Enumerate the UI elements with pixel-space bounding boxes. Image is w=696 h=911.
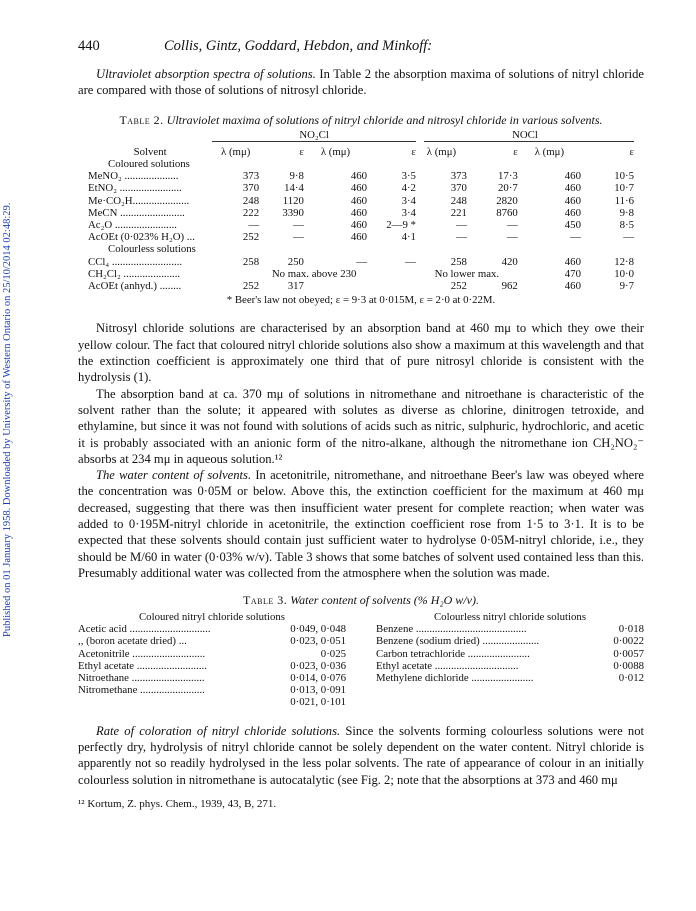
table-cell: 0·0088 xyxy=(613,659,644,672)
table-row xyxy=(88,207,634,219)
table-row xyxy=(78,623,346,635)
table2-group-nocl: NOCl xyxy=(512,128,538,141)
table-cell: CCl₄ .......................... xyxy=(88,255,183,268)
table-cell: 0·018 xyxy=(618,623,644,636)
table2-col-header: λ (mμ) xyxy=(534,145,565,158)
table-cell: 460 xyxy=(564,206,581,219)
table-cell: 0·012 xyxy=(618,672,644,684)
intro-heading: Ultraviolet absorption spectra of solutions. xyxy=(96,67,316,81)
table-cell: 3·4 xyxy=(401,206,416,219)
table-cell: Ac₂O ....................... xyxy=(88,219,177,232)
table3-caption-text: Water content of solvents (% H₂O w/v). xyxy=(290,593,479,608)
table-row xyxy=(88,231,634,243)
table2-col-header: ε xyxy=(629,145,634,158)
running-header xyxy=(78,38,644,60)
table-cell: 17·3 xyxy=(498,170,518,183)
table3 xyxy=(78,611,644,708)
table2-col-header: ε xyxy=(299,145,304,158)
water-heading: The water content of solvents. xyxy=(96,468,252,483)
table-cell: 0·014, 0·076 xyxy=(290,672,346,684)
table2-footnote: * Beer's law not obeyed; ε = 9·3 at 0·015M, ε = 2·0 at 0·22M. xyxy=(226,294,496,307)
table-cell: No max. above 230 xyxy=(271,267,357,280)
table-cell: Ethyl acetate ............................... xyxy=(376,659,519,672)
table-cell: 373 xyxy=(242,170,260,183)
table2-col-header: ε xyxy=(513,145,518,158)
water-text: In acetonitrile, nitromethane, and nitroethane Beer's law was obeyed where the concentration was 0·05M or below. Above this, the extinction coefficient for the maximum at 460 mμ decreased, suggesting that there was then insufficient water present for complete reaction; when water was added to 0·195M-nitryl chloride in acetonitrile, the extinction coefficient rose from 1·5 to 3·1. It is to be expected that these solvents should contain just sufficient water to hydrolyse 0·05M-nitryl chloride, i.e., they should be M/60 in water (0·03% w/v). Table 3 shows that some batches of solvent used contained less than this. Presumably additional water was collected from the atmosphere when the solution was made. xyxy=(78,468,644,580)
table-cell: 9·7 xyxy=(619,280,634,293)
table2-brace-no2cl xyxy=(212,141,416,146)
table-cell: 420 xyxy=(501,255,518,268)
table-cell: EtNO₂ ....................... xyxy=(88,182,182,195)
table-cell: 0·025 xyxy=(320,647,346,660)
table-cell: — xyxy=(456,231,467,244)
table2 xyxy=(88,129,634,307)
table-cell: 258 xyxy=(242,255,260,268)
table-row xyxy=(88,195,634,207)
table-row xyxy=(78,648,346,660)
table2-caption xyxy=(78,113,644,127)
table-cell xyxy=(78,696,267,708)
table-row xyxy=(376,623,644,635)
table-cell: 12·8 xyxy=(614,255,634,268)
table-row xyxy=(88,219,634,231)
table3-left-body xyxy=(78,623,346,708)
table-cell: Me·CO₂H..................... xyxy=(88,194,190,207)
table-cell: 0·049, 0·048 xyxy=(290,623,346,636)
table3-caption xyxy=(78,593,644,607)
table-row xyxy=(78,684,346,696)
table-cell: 460 xyxy=(350,231,368,244)
table-cell: 11·6 xyxy=(614,194,634,207)
table-cell: — xyxy=(570,231,581,244)
table-cell: 460 xyxy=(350,194,368,207)
table-cell: — xyxy=(248,219,260,232)
table-cell: 460 xyxy=(564,182,581,195)
table-row xyxy=(376,635,644,647)
table-cell: 252 xyxy=(242,231,260,244)
table-cell: — xyxy=(293,219,304,232)
table-cell: 460 xyxy=(350,206,368,219)
table-cell: 252 xyxy=(242,280,260,293)
table-cell: 373 xyxy=(450,170,467,183)
table2-col-header: ε xyxy=(411,145,416,158)
table2-section-coloured: Coloured solutions xyxy=(108,158,190,170)
rate-heading: Rate of coloration of nitryl chloride solutions. xyxy=(96,723,341,738)
table-cell: Benzene (sodium dried) ..................... xyxy=(376,635,540,648)
table-cell: Acetonitrile ........................... xyxy=(78,647,206,660)
paragraph: Nitrosyl chloride solutions are characterised by an absorption band at 460 mμ to which they owe their yellow colour. The fact that coloured nitryl chloride solutions also show a maximum at this wavelength and that the extinction coefficient is approximately one third that of pure nitrosyl chloride is consistent with the hydrolysis (1). xyxy=(78,321,644,385)
table-cell: 221 xyxy=(450,206,467,219)
table-cell: 370 xyxy=(242,182,260,195)
table-row xyxy=(78,635,346,647)
table-cell: 258 xyxy=(450,255,467,268)
table-cell: 450 xyxy=(564,219,581,232)
table-cell: 10·0 xyxy=(614,267,634,280)
table-cell xyxy=(304,280,367,292)
intro-text: In Table 2 the absorption maxima of solutions of nitryl chloride are compared with those of solutions of nitrosyl chloride. xyxy=(78,67,645,98)
table-cell: 0·021, 0·101 xyxy=(290,696,346,709)
table-cell: 9·8 xyxy=(289,170,304,183)
table-cell: 10·7 xyxy=(614,182,634,195)
table-cell: 0·013, 0·091 xyxy=(290,684,346,697)
table-cell: 460 xyxy=(564,170,581,183)
table-cell: 20·7 xyxy=(498,182,518,195)
table2-group-no2cl: NO₂Cl xyxy=(299,128,329,141)
table-cell: 8760 xyxy=(496,206,518,219)
table-cell: 962 xyxy=(501,280,518,293)
table-cell: 460 xyxy=(564,194,581,207)
table-cell: 248 xyxy=(242,194,260,207)
table-cell: 3·4 xyxy=(401,194,416,207)
table-cell: — xyxy=(405,255,416,268)
table-cell: ,, (boron acetate dried) ... xyxy=(78,635,187,648)
table3-right xyxy=(376,611,644,708)
table2-coloured-body xyxy=(88,170,634,243)
page-content xyxy=(78,38,644,810)
page-number: 440 xyxy=(78,38,100,54)
table2-section-colourless: Colourless solutions xyxy=(108,243,196,256)
water-paragraph xyxy=(78,467,644,581)
table2-col-header: Solvent xyxy=(133,145,167,158)
table-cell: — xyxy=(356,255,368,268)
table-cell: No lower max. xyxy=(434,267,500,280)
table-cell: 222 xyxy=(242,206,260,219)
table2-col-header: λ (mμ) xyxy=(221,145,251,158)
table-cell: Nitroethane ........................... xyxy=(78,672,205,684)
table-cell: 248 xyxy=(450,194,467,207)
table-cell: — xyxy=(623,231,634,244)
table2-caption-text: Ultraviolet maxima of solutions of nitryl chloride and nitrosyl chloride in various solvents. xyxy=(166,112,603,127)
table-cell: 0·0022 xyxy=(613,635,644,648)
table3-label: Table 3. xyxy=(243,593,288,608)
table-cell: 0·0057 xyxy=(613,647,644,660)
table-cell: 460 xyxy=(350,170,368,183)
table-cell: MeCN ........................ xyxy=(88,206,185,219)
table-cell: 460 xyxy=(350,182,368,195)
table-cell: AcOEt (anhyd.) ........ xyxy=(88,280,182,293)
paragraph: The absorption band at ca. 370 mμ of solutions in nitromethane and nitroethane is characteristic of the solvent rather than the solute; it appeared with solutes as diverse as chlorine, dinitrogen tetroxide, and ethylamine, but since it was not found with solutions of acids such as nitric, sulphuric, hydrochloric, and acetic it is probably associated with an anionic form of the nitro-alkane, although the nitromethane ion CH₂NO₂⁻ absorbs at 234 mμ in aqueous solution.¹² xyxy=(78,386,644,466)
table-cell: 460 xyxy=(350,219,368,232)
footnote: ¹² Kortum, Z. phys. Chem., 1939, 43, B, 271. xyxy=(78,797,277,810)
table-cell: 370 xyxy=(450,182,467,195)
table-cell: — xyxy=(456,219,467,232)
table-cell: 0·023, 0·036 xyxy=(290,659,346,672)
table-row xyxy=(78,696,346,708)
publication-sidebar-note: Published on 01 January 1958. Downloaded by University of Western Ontario on 25/10/2014 02:48:29. xyxy=(2,202,13,638)
table-row xyxy=(88,170,634,182)
table-cell: Methylene dichloride ....................... xyxy=(376,672,534,684)
table-cell: 2—9 * xyxy=(386,219,416,232)
table3-right-body xyxy=(376,623,644,684)
table-row xyxy=(78,660,346,672)
table-cell: 2820 xyxy=(496,194,518,207)
table-cell: — xyxy=(293,231,304,244)
table-cell: 317 xyxy=(287,280,304,293)
table-cell: 10·5 xyxy=(614,170,634,183)
table-cell: — xyxy=(507,231,518,244)
table2-brace-nocl xyxy=(424,141,634,146)
table-cell: 0·023, 0·051 xyxy=(290,635,346,648)
table-cell: CH₂Cl₂ ..................... xyxy=(88,267,181,280)
table-cell xyxy=(367,280,416,292)
table2-header-row xyxy=(88,146,634,158)
table-cell: 470 xyxy=(564,267,581,280)
table3-left xyxy=(78,611,346,708)
table-row xyxy=(88,280,634,292)
rate-paragraph xyxy=(78,723,644,788)
rate-text: Since the solvents forming colourless solutions were not perfectly dry, hydrolysis of nitryl chloride cannot be solely dependent on the water content. Nitryl chloride is apparently not so readily hydrolysed in the less polar solvents. The rate of appearance of colour in an initially colourless solution in nitromethane is autocatalytic (see Fig. 2; note that the absorptions at 373 and 460 mμ xyxy=(78,723,644,787)
table-cell: 3390 xyxy=(282,206,304,219)
table-cell: Ethyl acetate .......................... xyxy=(78,659,207,672)
table2-label: Table 2. xyxy=(119,112,164,127)
table-cell: 252 xyxy=(450,280,467,293)
table-cell: 1120 xyxy=(282,194,304,207)
table2-col-header: λ (mμ) xyxy=(320,145,351,158)
table-cell: AcOEt (0·023% H₂O) ... xyxy=(88,231,195,244)
table-cell: — xyxy=(507,219,518,232)
table-cell: 460 xyxy=(564,255,581,268)
table-cell: 4·1 xyxy=(401,231,416,244)
table-cell: 9·8 xyxy=(619,206,634,219)
table-row xyxy=(376,660,644,672)
table-row xyxy=(376,672,644,684)
intro-paragraph xyxy=(78,66,644,99)
table-row xyxy=(78,672,346,684)
table-cell: 8·5 xyxy=(619,219,634,232)
table-row xyxy=(376,648,644,660)
table-cell: Benzene ......................................... xyxy=(376,623,527,636)
table-row xyxy=(88,256,634,268)
table-cell: Carbon tetrachloride ....................... xyxy=(376,647,530,660)
table-row xyxy=(88,268,634,280)
table-cell: 250 xyxy=(287,255,304,268)
table2-col-header: λ (mμ) xyxy=(426,145,457,158)
table-row xyxy=(88,182,634,194)
table-cell: 4·2 xyxy=(401,182,416,195)
table-cell: Acetic acid .............................. xyxy=(78,623,211,636)
running-title: Collis, Gintz, Goddard, Hebdon, and Minkoff: xyxy=(164,38,433,54)
table3-right-title: Colourless nitryl chloride solutions xyxy=(433,611,587,624)
table-cell: 3·5 xyxy=(401,170,416,183)
table2-colourless-body xyxy=(88,256,634,293)
table-cell: MeNO₂ .................... xyxy=(88,170,179,183)
table3-left-title: Coloured nitryl chloride solutions xyxy=(138,611,286,624)
table-cell: Nitromethane ........................ xyxy=(78,684,205,697)
table-cell: 460 xyxy=(564,280,581,293)
table-cell: 14·4 xyxy=(284,182,304,195)
